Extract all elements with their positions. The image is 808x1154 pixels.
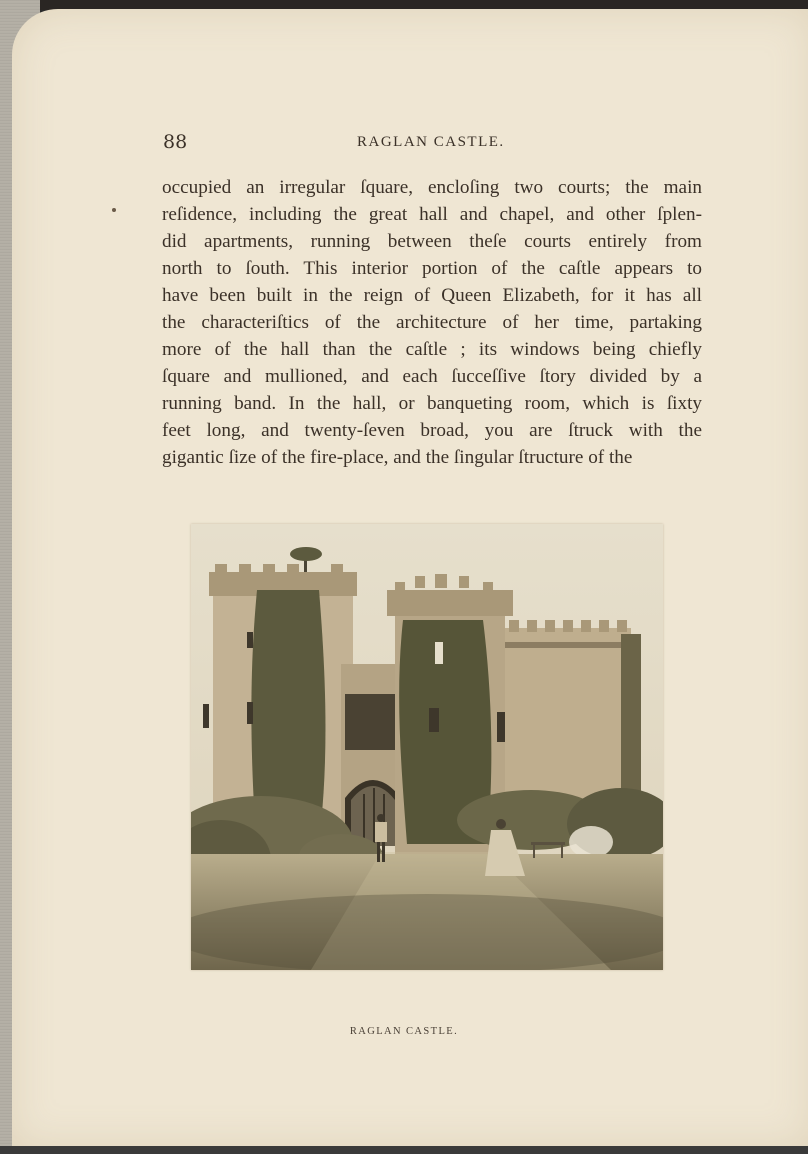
text-line: north to ſouth. This interior portion of the caſtle appears to — [162, 258, 702, 279]
text-line: have been built in the reign of Queen Elizabeth, for it has all — [162, 285, 702, 306]
plate-caption: RAGLAN CASTLE. — [349, 1026, 459, 1037]
text-line: more of the hall than the caſtle ; its windows being chiefly — [162, 339, 702, 360]
castle-illustration — [191, 524, 663, 970]
page-number: 88 — [163, 131, 188, 153]
running-head: RAGLAN CASTLE. — [357, 134, 505, 150]
body-text — [162, 174, 702, 471]
castle-photograph — [191, 524, 663, 970]
margin-mark — [112, 208, 116, 212]
text-line: reſidence, including the great hall and chapel, and other ſplen- — [162, 204, 702, 225]
text-line: gigantic ſize of the fire-place, and the ſingular ſtructure of the — [162, 447, 633, 468]
text-line: feet long, and twenty-ſeven broad, you are ſtruck with the — [162, 420, 702, 441]
text-line: ſquare and mullioned, and each ſucceſſive ſtory divided by a — [162, 366, 702, 387]
text-line: the characteriſtics of the architecture of her time, partaking — [162, 312, 702, 333]
text-line: occupied an irregular ſquare, encloſing two courts; the main — [162, 177, 702, 198]
text-line: running band. In the hall, or banqueting room, which is ſixty — [162, 393, 702, 414]
bottom-edge — [0, 1146, 808, 1154]
text-line: did apartments, running between theſe courts entirely from — [162, 231, 702, 252]
